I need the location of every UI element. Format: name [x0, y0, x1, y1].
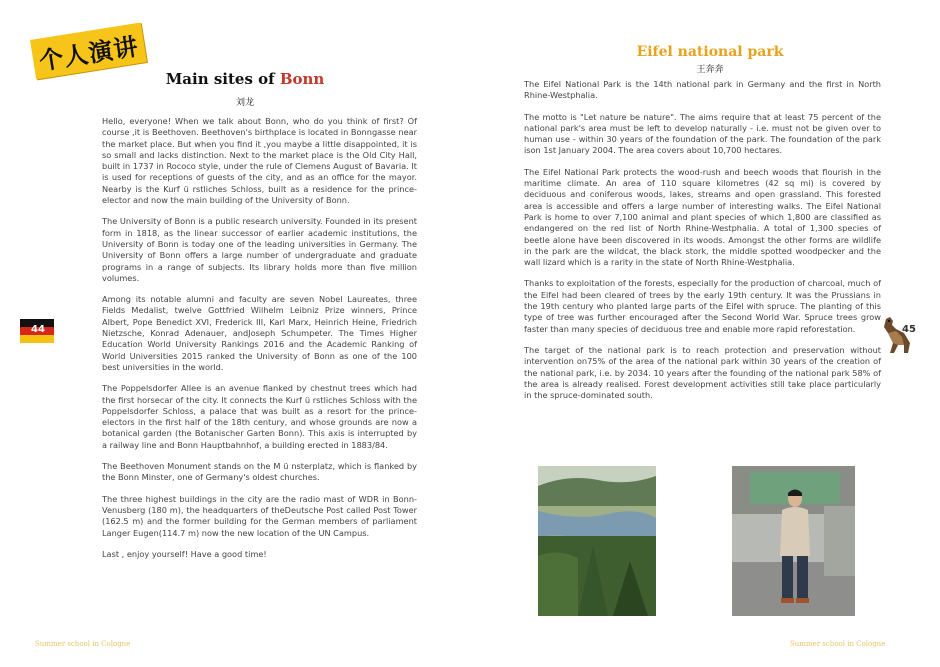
dog-icon — [880, 315, 914, 355]
left-title-prefix: Main sites of — [165, 70, 280, 88]
left-author: 刘龙 — [235, 98, 254, 108]
right-article-body — [524, 79, 881, 411]
left-page-number: 44 — [31, 324, 45, 335]
forest-lake-photo — [538, 466, 656, 616]
left-paragraph: The three highest buildings in the city are the radio mast of WDR in Bonn-Venusberg (180 m), the headquarters of theDeutsche Post called Post Tower (162.5 m) and the former building for the German members of parliament Langer Eugen(114.7 m) now the new location of the UN Campus. — [102, 493, 417, 538]
right-footer: Summer school in Cologne — [790, 640, 886, 648]
right-author: 王奔奔 — [696, 65, 724, 75]
left-paragraph: Last , enjoy yourself! Have a good time! — [102, 548, 267, 559]
left-footer: Summer school in Cologne — [35, 640, 131, 648]
right-paragraph: The motto is "Let nature be nature". The aims require that at least 75 percent of the national park's area must be left to develop naturally - i.e. must not be given over to human use - within 30 years of the foundation of the park. The foundation of the park ison 1st January 2004. The area covers about 10,700 hectares. — [524, 111, 881, 156]
left-paragraph: Among its notable alumni and faculty are seven Nobel Laureates, three Fields Medalist, twelve Gottfried Wilhelm Leibniz Prize winners, Prince Albert, Pope Benedict XVI, Frederick III, Karl Marx, Heinrich Heine, Friedrich Nietzsche, Konrad Adenauer, andJoseph Schumpeter. The Times Higher Education World University Rankings 2016 and the Academic Ranking of World Universities 2015 ranked the University of Bonn as one of the 100 best universities in the world. — [102, 294, 417, 372]
right-paragraph: The target of the national park is to reach protection and preservation without intervention on75% of the area of the national park within 30 years of the creation of the national park, i.e. by 2034. 10 years after the founding of the national park 58% of the area is already realised. Forest development activities still take place particularly in the spruce-dominated south. — [524, 344, 881, 401]
left-paragraph: The Beethoven Monument stands on the M ü nsterplatz, which is flanked by the Bonn Minster, one of Germany's oldest churches. — [102, 461, 417, 483]
person-photo — [732, 466, 855, 616]
speech-banner — [30, 22, 147, 79]
right-page-number: 45 — [902, 324, 916, 335]
left-paragraph: The Poppelsdorfer Allee is an avenue flanked by chestnut trees which had the first horsecar of the city. It connects the Kurf ü rstliches Schloss with the Poppelsdorfer Schloss, a palace that was built as a resort for the prince-electors in the first half of the 18th century, and whose grounds are now a botanical garden (the Botanischer Garten Bonn). This axis is interrupted by a railway line and Bonn Hauptbahnhof, a building erected in 1883/84. — [102, 383, 417, 450]
right-paragraph: The Eifel National Park protects the wood-rush and beech woods that flourish in the maritime climate. An area of 110 square kilometres (42 sq mi) is covered by deciduous and coniferous woods, lakes, streams and open grassland. This forested area is accessible and offers a large number of interesting walks. The Eifel National Park is home to over 7,100 animal and plant species of which 1,800 are classified as endangered on the red list of North Rhine-Westphalia. A total of 1,300 species of beetle alone have been discovered in its woods. Amongst the other forms are wildlife in the park are the wildcat, the black stork, the middle spotted woodpecker and the wall lizard which is a rarity in the state of North Rhine-Westphalia. — [524, 166, 881, 268]
banner-label: 个人演讲 — [37, 31, 141, 76]
left-article-body — [102, 116, 417, 570]
right-paragraph: The Eifel National Park is the 14th national park in Germany and the first in North Rhine-Westphalia. — [524, 79, 881, 101]
left-title-accent: Bonn — [279, 70, 325, 88]
left-title — [150, 70, 340, 88]
right-paragraph: Thanks to exploitation of the forests, especially for the production of charcoal, much of the Eifel had been cleared of trees by the early 19th century. It was the Prussians in the 19th century who planted large parts of the Eifel with spruce. The planting of this type of tree was further encouraged after the Second World War. Spruce trees grow faster than many species of deciduous tree and enable more rapid reforestation. — [524, 278, 881, 334]
left-paragraph: Hello, everyone! When we talk about Bonn, who do you think of first? Of course ,it is Beethoven. Beethoven's birthplace is located in Bonngasse near the market place. But when you find it ,you maybe a little disappointed, it is so small and lacks distinction. Next to the market place is the Old City Hall, built in 1737 in Rococo style, under the rule of Clemens August of Bavaria. It is used for receptions of guests of the city, and as an office for the mayor. Nearby is the Kurf ü rstliches Schloss, built as a residence for the prince-elector and now the main building of the University of Bonn. — [102, 116, 417, 206]
right-page — [470, 0, 940, 667]
right-title: Eifel national park — [636, 44, 784, 60]
left-paragraph: The University of Bonn is a public research university. Founded in its present form in 1818, as the linear successor of earlier academic institutions, the University of Bonn is today one of the leading universities in Germany. The University of Bonn offers a large number of undergraduate and graduate programs in a range of subjects. Its library holds more than five million volumes. — [102, 216, 417, 283]
